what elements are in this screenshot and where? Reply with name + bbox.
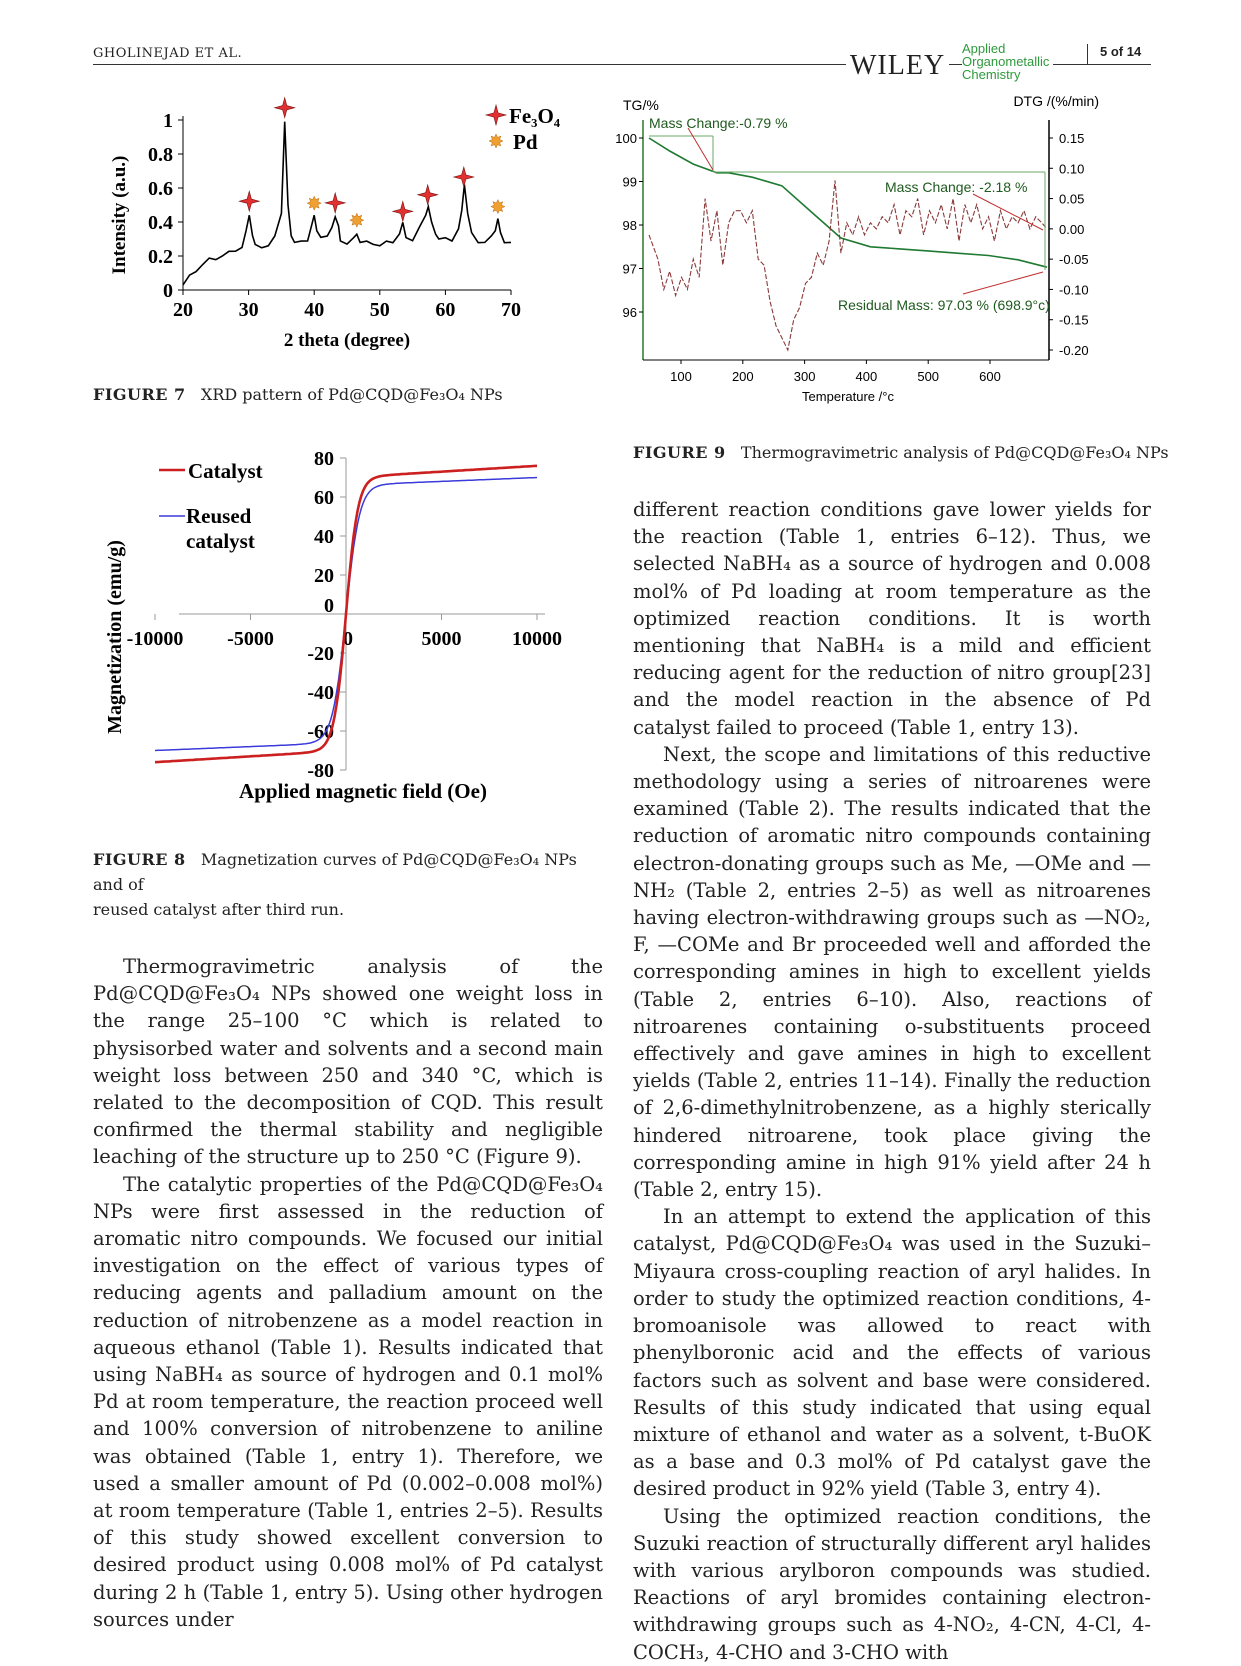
x-tick-label: -5000 bbox=[227, 628, 274, 650]
x-tick-label: 600 bbox=[979, 369, 1001, 384]
x-tick-label: -10000 bbox=[126, 628, 184, 650]
journal-line-1: Applied bbox=[962, 41, 1006, 56]
y-tick-label: 0 bbox=[324, 595, 334, 617]
legend-reused-label-2: catalyst bbox=[186, 529, 255, 553]
figure8-caption-line2: reused catalyst after third run. bbox=[93, 900, 345, 919]
y-right-tick-label: 0.15 bbox=[1059, 131, 1085, 146]
y-left-tick-label: 96 bbox=[622, 305, 637, 320]
x-tick-label: 50 bbox=[369, 299, 390, 321]
x-tick-label: 70 bbox=[501, 299, 521, 321]
fe3o4-peak-marker bbox=[275, 98, 295, 118]
x-tick-label: 200 bbox=[731, 369, 754, 384]
x-axis-label: Temperature /°c bbox=[802, 389, 894, 404]
x-tick-label: 500 bbox=[917, 369, 940, 384]
x-tick-label: 40 bbox=[304, 299, 325, 321]
legend-pd-label: Pd bbox=[513, 130, 538, 154]
annotation-mass-change-2: Mass Change: -2.18 % bbox=[885, 179, 1028, 195]
y-right-tick-label: -0.05 bbox=[1059, 252, 1089, 268]
x-tick-label: 100 bbox=[670, 369, 692, 384]
y-right-tick-label: 0.05 bbox=[1059, 191, 1085, 207]
x-axis-label: 2 theta (degree) bbox=[283, 330, 411, 351]
figure7-caption bbox=[93, 382, 503, 407]
y-tick-label: 0.2 bbox=[148, 246, 173, 268]
figure8-magnetization-chart bbox=[93, 450, 603, 820]
paragraph: different reaction conditions gave lower yields for the reaction (Table 1, entries 6–12). Thus, we selected NaBH₄ as a source of hydrogen and 0.008 mol% of Pd loading at room temperature as the optimized reaction conditions. It is worth mentioning that NaBH₄ is a mild and efficient reducing agent for the reduction of nitro group[23] and the model reaction in the absence of Pd catalyst failed to proceed (Table 1, entry 13). bbox=[633, 498, 1151, 739]
annotation-mass-change-1: Mass Change:-0.79 % bbox=[649, 115, 788, 131]
legend-fe3o4-label: Fe₃O₄ bbox=[509, 104, 561, 128]
y-tick-label: 1 bbox=[163, 110, 173, 132]
journal-line-2: Organometallic bbox=[962, 54, 1050, 69]
figure7-label: FIGURE 7 bbox=[93, 385, 186, 404]
y-left-tick-label: 97 bbox=[622, 261, 637, 277]
figure7-caption-text: XRD pattern of Pd@CQD@Fe₃O₄ NPs bbox=[200, 385, 503, 404]
figure9-label: FIGURE 9 bbox=[633, 443, 726, 462]
x-tick-label: 60 bbox=[435, 299, 456, 321]
y-right-tick-label: -0.20 bbox=[1059, 343, 1089, 358]
pd-peak-marker bbox=[350, 213, 364, 227]
x-tick-label: 0 bbox=[343, 628, 353, 650]
annotation-residual-mass: Residual Mass: 97.03 % (698.9°c) bbox=[838, 297, 1050, 313]
figure9-tga-chart bbox=[615, 90, 1151, 420]
paragraph: Next, the scope and limitations of this reductive methodology using a series of nitroarenes were examined (Table 2). The results indicated that the reduction of aromatic nitro compounds containing electron-donating groups such as Me, —OMe and —NH₂ (Table 2, entries 2–5) as well as nitroarenes having electron-withdrawing groups such as —NO₂, F, —COMe and Br proceeded well and afforded the corresponding amines in high to excellent yields (Table 2, entries 6–10). Also, reactions of nitroarenes containing o-substituents proceed effectively and gave amines in high to excellent yields (Table 2, entries 11–14). Finally the reduction of 2,6-dimethylnitrobenzene, as a highly sterically hindered nitroarene, took place giving the corresponding amine in high 91% yield after 24 h (Table 2, entry 15). bbox=[633, 742, 1151, 1202]
x-tick-label: 20 bbox=[173, 299, 193, 321]
legend-fe3o4-marker bbox=[486, 105, 506, 125]
journal-line-3: Chemistry bbox=[962, 67, 1021, 82]
figure9-caption bbox=[633, 440, 1169, 465]
paragraph: In an attempt to extend the application of this catalyst, Pd@CQD@Fe₃O₄ was used in the Suzuki–Miyaura cross-coupling reaction of aryl halides. In order to study the optimized reaction conditions, 4-bromoanisole was allowed to react with phenylboronic acid and the effects of various factors such as solvent and base were considered. Results of this study indicated that using equal mixture of ethanol and water as a solvent, t-BuOK as a base and 0.3 mol% of Pd catalyst gave the desired product in 92% yield (Table 3, entry 4). bbox=[633, 1205, 1151, 1501]
y-right-tick-label: -0.10 bbox=[1059, 282, 1089, 298]
right-column bbox=[633, 496, 1151, 1666]
page-number: 5 of 14 bbox=[1087, 44, 1141, 64]
y-tick-label: 80 bbox=[314, 448, 334, 470]
y-tick-label: 20 bbox=[314, 565, 334, 587]
running-head-authors: GHOLINEJAD ET AL. bbox=[93, 46, 243, 61]
pd-peak-marker bbox=[491, 200, 505, 214]
paragraph: The catalytic properties of the Pd@CQD@Fe₃O₄ NPs were first assessed in the reduction of aromatic nitro compounds. We focused our initial investigation on the effect of various types of reducing agents and palladium amount on the reduction of nitrobenzene as a model reaction in aqueous ethanol (Table 1). Results indicated that using NaBH₄ as source of hydrogen and 0.1 mol% Pd at room temperature, the reaction proceed well and 100% conversion of nitrobenzene to aniline was obtained (Table 1, entry 1). Therefore, we used a smaller amount of Pd (0.002–0.008 mol%) at room temperature (Table 1, entries 2–5). Results of this study showed excellent conversion to desired product using 0.008 mol% of Pd catalyst during 2 h (Table 1, entry 5). Using other hydrogen sources under bbox=[93, 1172, 603, 1631]
xrd-series-line bbox=[183, 122, 511, 285]
publisher-logo: WILEY bbox=[846, 50, 949, 82]
legend-catalyst-label: Catalyst bbox=[188, 459, 263, 483]
x-tick-label: 400 bbox=[855, 369, 878, 384]
y-tick-label: 0.8 bbox=[148, 144, 173, 166]
y-axis-label-right: DTG /(%/min) bbox=[1013, 93, 1099, 109]
y-tick-label: -80 bbox=[307, 760, 334, 782]
dtg-curve bbox=[649, 180, 1047, 350]
legend-pd-marker bbox=[489, 134, 503, 148]
x-tick-label: 300 bbox=[793, 369, 816, 384]
fe3o4-peak-marker bbox=[454, 167, 474, 187]
y-right-tick-label: 0.00 bbox=[1059, 221, 1085, 237]
y-tick-label: -60 bbox=[307, 721, 334, 743]
x-tick-label: 10000 bbox=[512, 628, 562, 650]
paragraph: Using the optimized reaction conditions, the Suzuki reaction of structurally different aryl halides with various arylboron compounds was studied. Reactions of aryl bromides containing electron-withdrawing groups such as 4-NO₂, 4-CN, 4-Cl, 4-COCH₃, 4-CHO and 3-CHO with bbox=[633, 1504, 1151, 1664]
y-tick-label: -40 bbox=[307, 682, 334, 704]
left-column bbox=[93, 953, 603, 1633]
y-left-tick-label: 98 bbox=[622, 218, 637, 233]
y-tick-label: 0 bbox=[163, 280, 173, 302]
y-tick-label: 40 bbox=[314, 526, 334, 548]
x-tick-label: 30 bbox=[238, 299, 259, 321]
figure7-xrd-chart bbox=[93, 88, 603, 378]
y-axis-label: Magnetization (emu/g) bbox=[104, 540, 126, 734]
pd-peak-marker bbox=[307, 196, 321, 210]
tg-curve bbox=[649, 138, 1047, 267]
legend-reused-label: Reused bbox=[186, 504, 252, 528]
figure9-caption-text: Thermogravimetric analysis of Pd@CQD@Fe₃O₄ NPs bbox=[740, 443, 1169, 462]
fe3o4-peak-marker bbox=[393, 201, 413, 221]
x-axis-label: Applied magnetic field (Oe) bbox=[239, 779, 487, 803]
figure8-caption bbox=[93, 847, 603, 922]
figure8-label: FIGURE 8 bbox=[93, 850, 186, 869]
y-tick-label: 0.6 bbox=[148, 178, 173, 200]
paragraph: Thermogravimetric analysis of the Pd@CQD@Fe₃O₄ NPs showed one weight loss in the range 25–100 °C which is related to physisorbed water and solvents and a second main weight loss between 250 and 340 °C, which is related to the decomposition of CQD. This result confirmed the thermal stability and negligible leaching of the structure up to 250 °C (Figure 9). bbox=[93, 955, 603, 1169]
x-tick-label: 5000 bbox=[421, 628, 462, 650]
y-tick-label: 60 bbox=[314, 487, 334, 509]
fe3o4-peak-marker bbox=[239, 191, 259, 211]
y-left-tick-label: 100 bbox=[615, 131, 637, 146]
y-right-tick-label: 0.10 bbox=[1059, 161, 1085, 177]
y-right-tick-label: -0.15 bbox=[1059, 312, 1089, 328]
y-tick-label: -20 bbox=[307, 643, 334, 665]
y-axis-label: Intensity (a.u.) bbox=[109, 155, 130, 275]
y-left-tick-label: 99 bbox=[622, 174, 637, 190]
y-tick-label: 0.4 bbox=[148, 212, 173, 234]
figure8-caption-line1: Magnetization curves of Pd@CQD@Fe₃O₄ NPs and of bbox=[93, 850, 577, 894]
fe3o4-peak-marker bbox=[418, 185, 438, 205]
journal-logo bbox=[962, 42, 1053, 81]
fe3o4-peak-marker bbox=[325, 193, 345, 213]
y-axis-label-left: TG/% bbox=[623, 97, 659, 113]
annotation-arrow bbox=[963, 272, 1043, 294]
